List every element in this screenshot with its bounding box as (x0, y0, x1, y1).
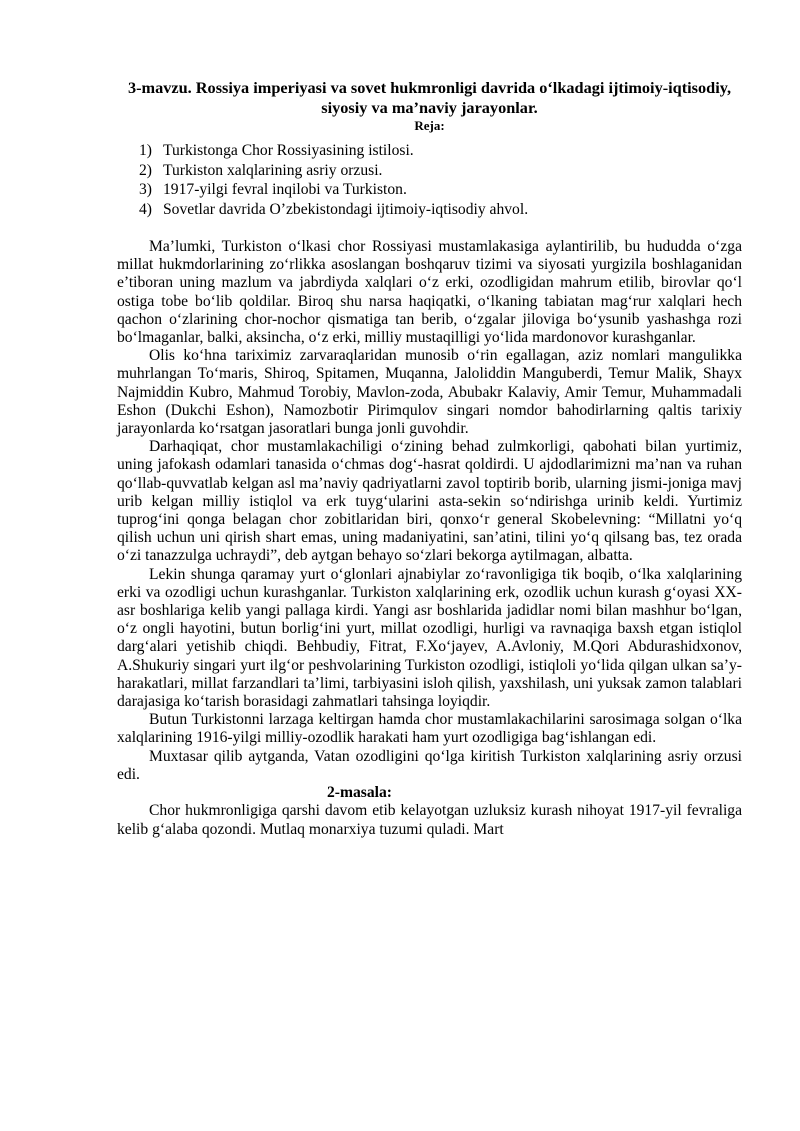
body-paragraph: Butun Turkistonni larzaga keltirgan hamda chor mustamlakachilarini sarosimaga solgan o‘lka xalqlarining 1916-yilgi milliy-ozodlik harakati ham yurt ozodligiga bag‘ishlangan edi. (117, 711, 742, 747)
document-title: 3-mavzu. Rossiya imperiyasi va sovet hukmronligi davrida o‘lkadagi ijtimoiy-iqtisodiy, siyosiy va ma’naviy jarayonlar. (127, 78, 732, 117)
body-paragraph: Darhaqiqat, chor mustamlakachiligi o‘zining behad zulmkorligi, qabohati bilan yurtimiz, uning jafokash odamlari tanasida o‘chmas dog‘-hasrat qoldirdi. U ajdodlarimizni ma’nan va ruhan qo‘llab-quvvatlab kelgan asl ma’naviy qadriyatlarni zavol toptirib borib, ularning jismi-joniga mavj urib kelgan milliy istiqlol va erk tuyg‘ularini asta-sekin so‘ndirishga urinib keldi. Yurtimiz tuprog‘ini qonga belagan chor zobitlaridan biri, qonxo‘r general Skobelevning: “Millatni yo‘q qilish uchun uni qirish shart emas, uning madaniyatini, san’atini, tilini yo‘q qilsang bas, tez orada o‘zi tanazzulga uchraydi”, deb aytgan behayo so‘zlari bekorga aytilmagan, albatta. (117, 438, 742, 565)
plan-label: Reja: (414, 118, 445, 133)
body-paragraph: Ma’lumki, Turkiston o‘lkasi chor Rossiyasi mustamlakasiga aylantirilib, bu hududda o‘zga millat hukmdorlarining zo‘rlikka asoslangan boshqaruv tizimi va siyosati yurgizila boshlaganidan e’tiboran uning mazlum va jabrdiyda xalqlari o‘z erki, ozodligidan mahrum etilib, birovlar qo‘l ostiga tobe bo‘lib qoldilar. Biroq shu narsa haqiqatki, o‘lkaning tabiatan mag‘rur xalqlari hech qachon o‘zlarining chor-nochor qismatiga tan berib, o‘zgalar jiloviga bo‘ysunib yashashga rozi bo‘lmaganlar, balki, aksincha, o‘z erki, milliy mustaqilligi yo‘lida mardonovor kurashganlar. (117, 238, 742, 347)
document-page (117, 78, 742, 839)
section-heading: 2-masala: (327, 784, 392, 802)
plan-item: 2) Turkiston xalqlarining asriy orzusi. (139, 161, 383, 179)
body-paragraph: Muxtasar qilib aytganda, Vatan ozodligini qo‘lga kiritish Turkiston xalqlarining asriy orzusi edi. (117, 747, 742, 783)
plan-list (117, 141, 742, 219)
plan-item: 4) Sovetlar davrida O’zbekistondagi ijtimoiy-iqtisodiy ahvol. (139, 200, 529, 218)
plan-item: 3) 1917-yilgi fevral inqilobi va Turkiston. (139, 181, 407, 198)
body-paragraph: Lekin shunga qaramay yurt o‘glonlari ajnabiylar zo‘ravonligiga tik boqib, o‘lka xalqlarining erki va ozodligi uchun kurashganlar. Turkiston xalqlarining erk, ozodlik uchun kurash g‘oyasi XX-asr boshlariga kelib yangi pallaga kirdi. Yangi asr boshlarida jadidlar nomi bilan mashhur bo‘lgan, o‘z ongli hayotini, butun borlig‘ini yurt, millat ozodligi, hurligi va ravnaqiga baxsh etgan istiqlol darg‘alari yetishib chiqdi. Behbudiy, Fitrat, F.Xo‘jayev, A.Avloniy, M.Qori Abdurashidxonov, A.Shukuriy singari yurt ilg‘or peshvolarining Turkiston ozodligi, istiqloli yo‘lida qilgan ulkan sa’y-harakatlari, millat farzandlari ta’limi, tarbiyasini isloh qilish, yaxshilash, uni yuksak zamon talablari darajasiga ko‘tarish borasidagi zahmatlari tahsinga loyiqdir. (117, 565, 742, 711)
body-paragraph: Olis ko‘hna tariximiz zarvaraqlaridan munosib o‘rin egallagan, aziz nomlari mangulikka muhrlangan To‘maris, Shiroq, Spitamen, Muqanna, Jaloliddin Manguberdi, Temur Malik, Shayx Najmiddin Kubro, Mahmud Torobiy, Mavlon-zoda, Abubakr Kalaviy, Amir Temur, Muhammadali Eshon (Dukchi Eshon), Namozbotir Pirimqulov singari nomdor bahodirlarning qaltis tarixiy jarayonlarda ko‘rsatgan jasoratlari bunga jonli guvohdir. (117, 347, 742, 438)
plan-item: 1) Turkistonga Chor Rossiyasining istilosi. (139, 142, 414, 159)
body-paragraph: Chor hukmronligiga qarshi davom etib kelayotgan uzluksiz kurash nihoyat 1917-yil fevraliga kelib g‘alaba qozondi. Mutlaq monarxiya tuzumi quladi. Mart (117, 802, 742, 838)
